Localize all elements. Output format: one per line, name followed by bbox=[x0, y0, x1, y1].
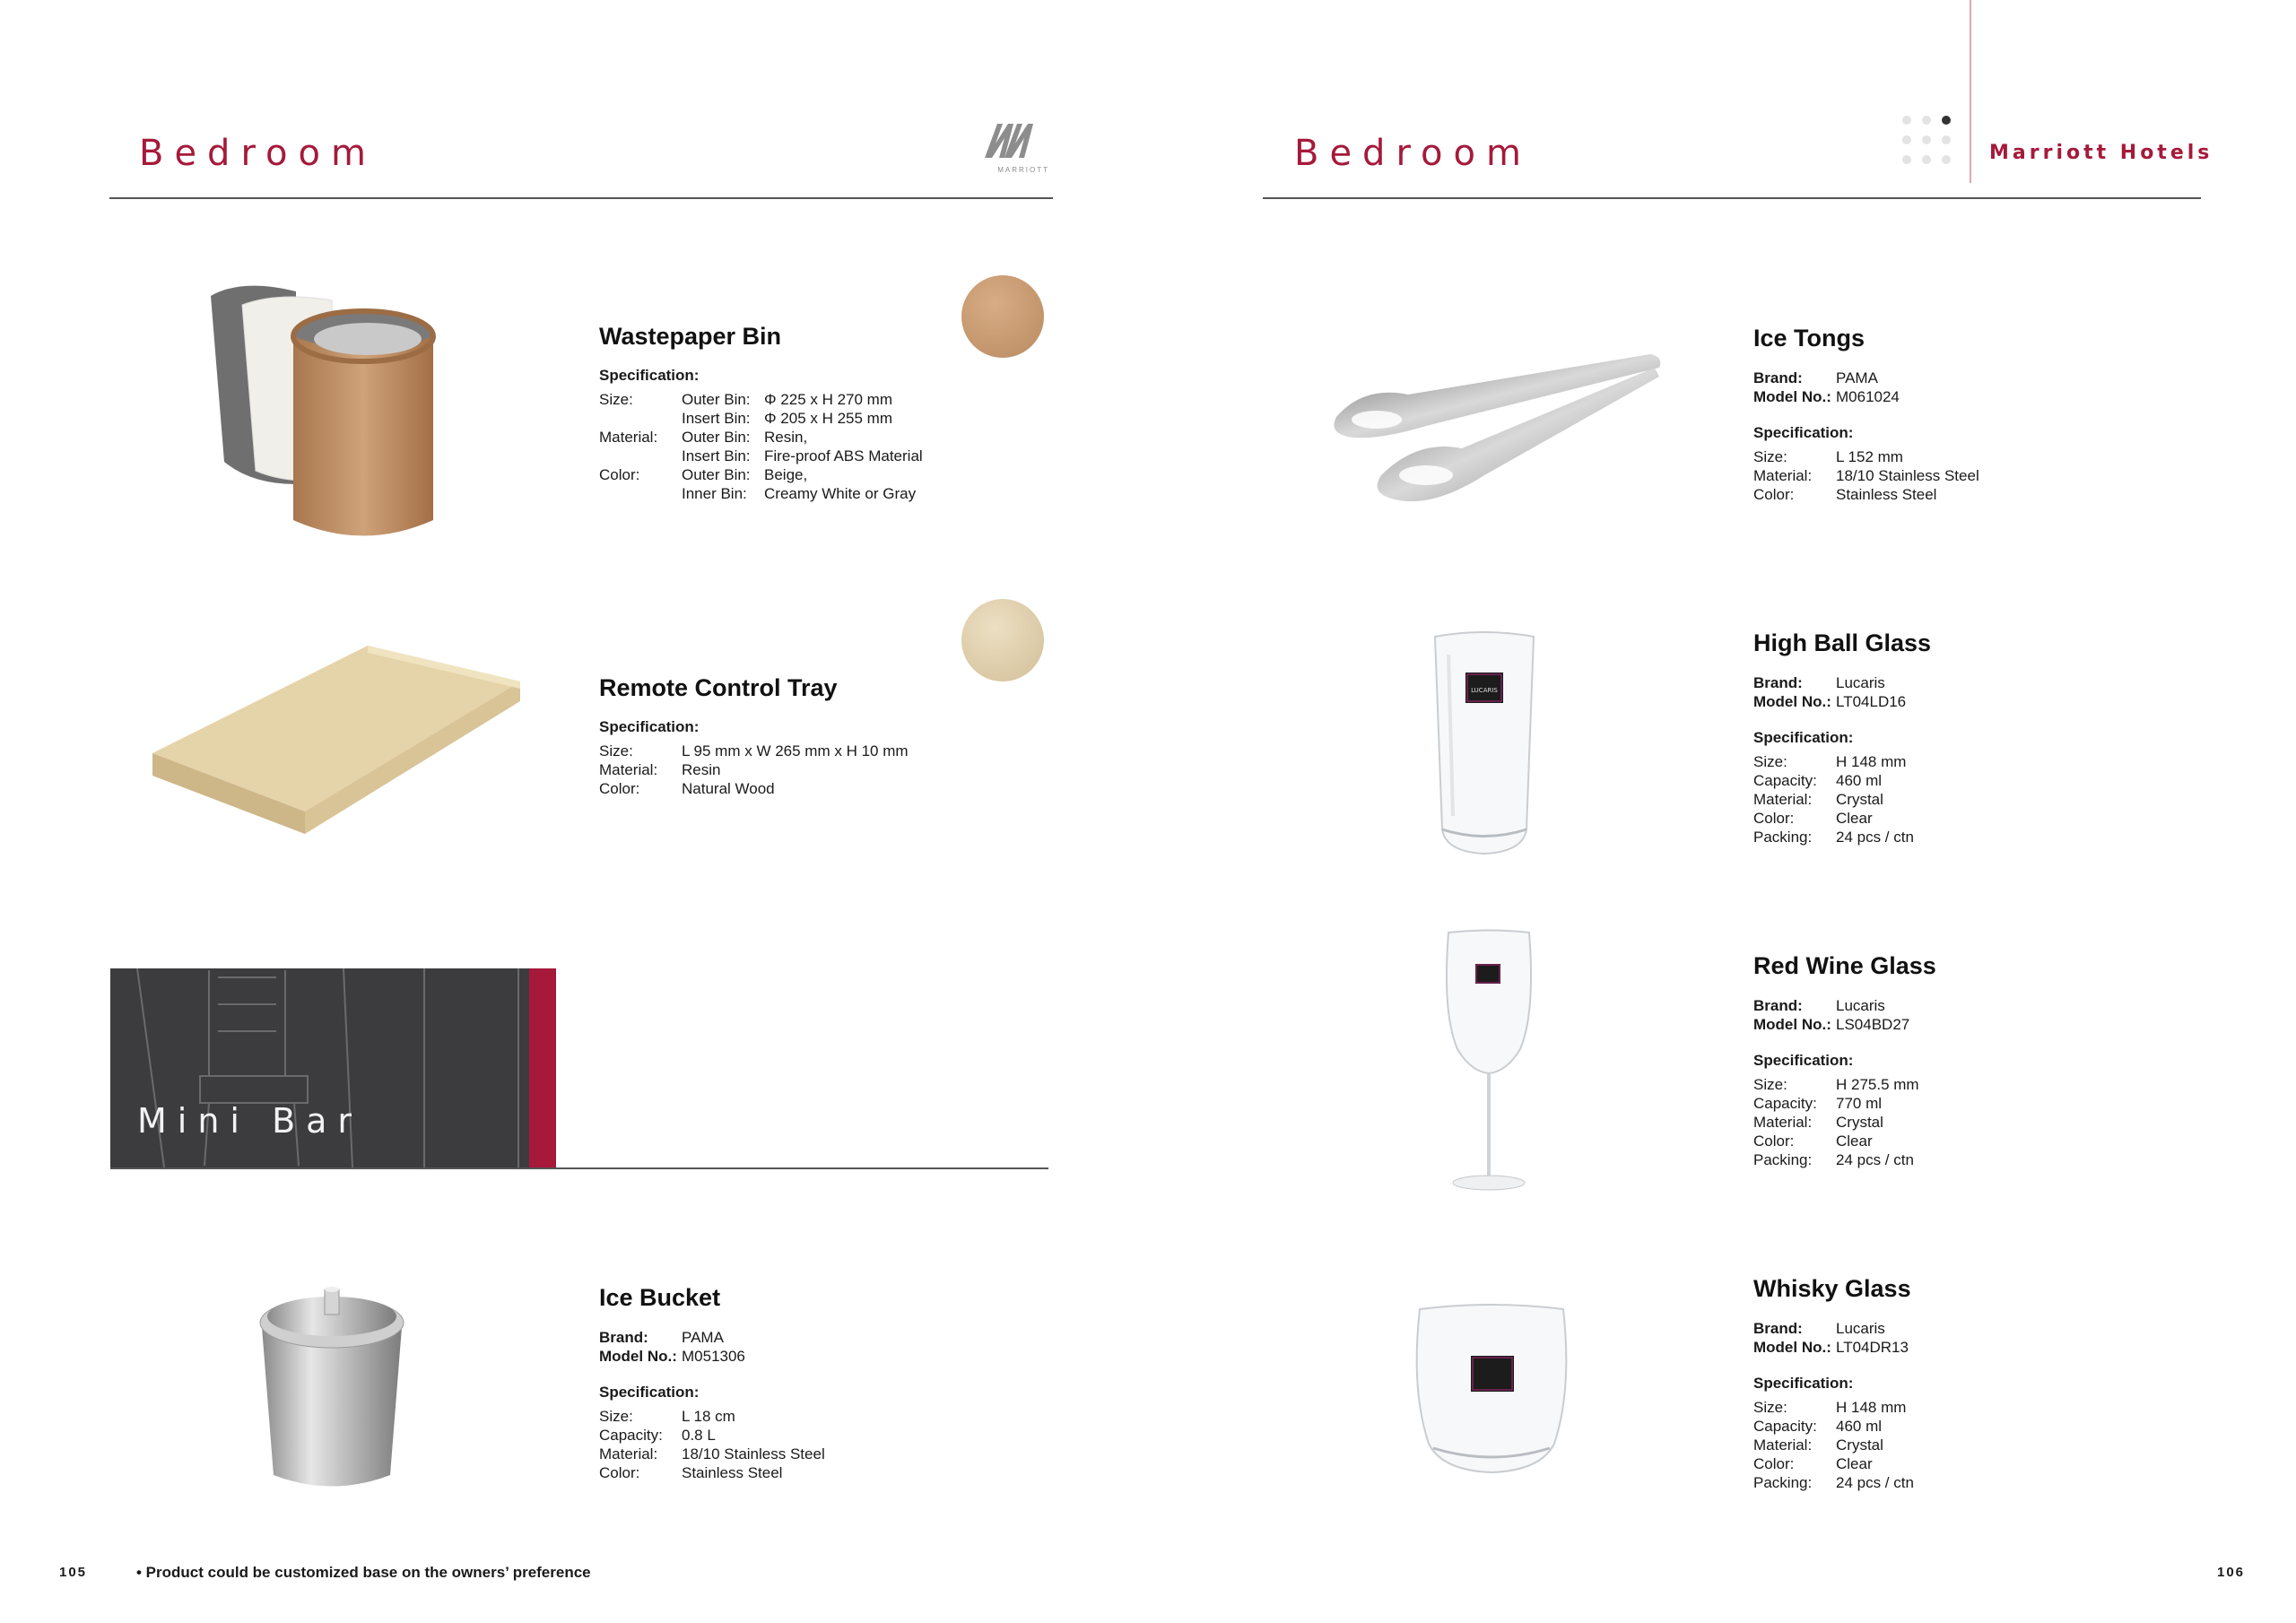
product-name: Remote Control Tray bbox=[599, 674, 838, 701]
product-name: Whisky Glass bbox=[1753, 1275, 1911, 1302]
spec-row bbox=[599, 409, 1101, 428]
spec-label: Size: bbox=[1753, 1399, 1787, 1416]
spec-label: Brand: bbox=[1753, 369, 1803, 386]
spec-label: Material: bbox=[1753, 791, 1813, 808]
spec-value: 770 ml bbox=[1836, 1095, 1883, 1112]
spec-value: PAMA bbox=[1836, 369, 1878, 386]
model-row bbox=[1753, 1338, 2256, 1357]
marriott-logo bbox=[978, 118, 1049, 174]
brand-row bbox=[599, 1328, 1101, 1347]
right-page-number: 106 bbox=[2217, 1565, 2246, 1580]
right-header-rule bbox=[1263, 197, 2201, 199]
spec-label: Brand: bbox=[1753, 674, 1803, 691]
spec-row bbox=[599, 428, 1101, 447]
red-wine-details bbox=[1753, 952, 2256, 1169]
spec-label: Model No.: bbox=[599, 1348, 677, 1365]
remote-tray-details bbox=[599, 674, 1101, 798]
spec-value: Lucaris bbox=[1836, 1320, 1885, 1337]
spec-row bbox=[599, 1445, 1101, 1463]
spec-label: Color: bbox=[1753, 1133, 1795, 1150]
dot-grid-icon bbox=[1901, 113, 1959, 170]
spec-value: 24 pcs / ctn bbox=[1836, 1151, 1914, 1168]
spec-heading: Specification: bbox=[599, 718, 700, 735]
spec-value: 0.8 L bbox=[682, 1427, 716, 1444]
spec-value: H 148 mm bbox=[1836, 753, 1907, 770]
spec-value: Crystal bbox=[1836, 1436, 1883, 1454]
spec-sublabel: Outer Bin: bbox=[682, 466, 751, 483]
brand-row bbox=[1753, 673, 2256, 692]
spec-label: Capacity: bbox=[1753, 1418, 1817, 1435]
spec-row bbox=[599, 779, 1101, 798]
spec-label: Material: bbox=[599, 761, 658, 778]
product-name: Red Wine Glass bbox=[1753, 952, 1936, 979]
product-name: Ice Bucket bbox=[599, 1284, 721, 1311]
spec-value: LT04DR13 bbox=[1836, 1339, 1909, 1356]
ice-tongs-details bbox=[1753, 325, 2256, 504]
spec-value: M051306 bbox=[682, 1348, 745, 1365]
spec-label: Model No.: bbox=[1753, 1016, 1831, 1033]
wastepaper-bin-image bbox=[188, 278, 457, 560]
spec-label: Packing: bbox=[1753, 829, 1813, 846]
spec-row bbox=[599, 465, 1101, 484]
marriott-m-icon bbox=[978, 118, 1049, 161]
right-section-title: Bedroom bbox=[1294, 133, 1532, 174]
ice-tongs-image bbox=[1327, 341, 1677, 525]
spec-row bbox=[1753, 1113, 2256, 1132]
spec-value: 460 ml bbox=[1836, 772, 1883, 789]
spec-value: Clear bbox=[1836, 810, 1873, 827]
spec-row bbox=[1753, 771, 2256, 790]
spec-sublabel: Outer Bin: bbox=[682, 391, 751, 408]
spec-value: Crystal bbox=[1836, 1114, 1883, 1131]
spec-label: Size: bbox=[599, 742, 633, 759]
spec-row bbox=[1753, 1132, 2256, 1150]
spec-heading: Specification: bbox=[1753, 1052, 1854, 1069]
spec-label: Packing: bbox=[1753, 1151, 1813, 1168]
spec-row bbox=[599, 390, 1101, 409]
spec-label: Color: bbox=[599, 1464, 640, 1481]
spec-sublabel: Inner Bin: bbox=[682, 485, 747, 502]
product-name: Ice Tongs bbox=[1753, 325, 1866, 352]
spec-value: L 18 cm bbox=[682, 1408, 735, 1425]
spec-value: 460 ml bbox=[1836, 1418, 1883, 1435]
spec-sublabel: Insert Bin: bbox=[682, 410, 751, 427]
spec-row bbox=[599, 760, 1101, 779]
brand-row bbox=[1753, 369, 2256, 387]
spec-value: Stainless Steel bbox=[1836, 486, 1937, 503]
banner-accent-bar bbox=[529, 968, 556, 1167]
spec-row bbox=[1753, 1398, 2256, 1417]
glass-logo-text: LUCARIS bbox=[1471, 687, 1498, 694]
spec-value: Clear bbox=[1836, 1455, 1873, 1472]
brand-row bbox=[1753, 1319, 2256, 1338]
product-name: High Ball Glass bbox=[1753, 629, 1932, 656]
spec-row bbox=[599, 447, 1101, 465]
spec-row bbox=[1753, 1473, 2256, 1492]
spec-value: Φ 225 x H 270 mm bbox=[764, 391, 893, 408]
spec-value: 24 pcs / ctn bbox=[1836, 1474, 1914, 1491]
spec-row bbox=[1753, 752, 2256, 771]
spec-label: Material: bbox=[1753, 1436, 1813, 1454]
spec-value: LT04LD16 bbox=[1836, 693, 1907, 710]
spec-label: Size: bbox=[1753, 753, 1787, 770]
spec-value: PAMA bbox=[682, 1329, 724, 1346]
spec-label: Material: bbox=[599, 429, 658, 446]
spec-value: L 95 mm x W 265 mm x H 10 mm bbox=[682, 742, 909, 759]
spec-value: Φ 205 x H 255 mm bbox=[764, 410, 893, 427]
spec-sublabel: Outer Bin: bbox=[682, 429, 751, 446]
spec-value: 18/10 Stainless Steel bbox=[1836, 467, 1979, 484]
wood-swatch-dark bbox=[961, 275, 1044, 358]
spec-label: Size: bbox=[599, 1408, 633, 1425]
spec-row bbox=[1753, 1150, 2256, 1169]
banner-title: Mini Bar bbox=[137, 1101, 363, 1141]
model-row bbox=[1753, 1015, 2256, 1034]
spec-label: Size: bbox=[1753, 448, 1787, 465]
spec-label: Model No.: bbox=[1753, 693, 1831, 710]
wood-swatch-light bbox=[961, 599, 1044, 681]
spec-row bbox=[1753, 809, 2256, 828]
spec-value: Lucaris bbox=[1836, 674, 1885, 691]
spec-value: Resin bbox=[682, 761, 721, 778]
spec-label: Brand: bbox=[1753, 997, 1803, 1014]
spec-label: Model No.: bbox=[1753, 388, 1831, 405]
spec-heading: Specification: bbox=[1753, 1375, 1854, 1392]
spec-label: Model No.: bbox=[1753, 1339, 1831, 1356]
spec-value: Stainless Steel bbox=[682, 1464, 783, 1481]
spec-heading: Specification: bbox=[1753, 729, 1854, 746]
spec-value: Fire-proof ABS Material bbox=[764, 447, 923, 464]
remote-tray-image bbox=[148, 628, 525, 847]
spec-row bbox=[599, 742, 1101, 760]
spec-label: Size: bbox=[599, 391, 633, 408]
spec-row bbox=[1753, 1075, 2256, 1094]
spec-row bbox=[1753, 790, 2256, 809]
high-ball-glass-image bbox=[1417, 628, 1552, 865]
spec-label: Color: bbox=[1753, 486, 1795, 503]
mini-bar-rule bbox=[110, 1167, 1048, 1169]
spec-row bbox=[1753, 1094, 2256, 1113]
spec-row bbox=[599, 484, 1101, 503]
spec-value: Lucaris bbox=[1836, 997, 1885, 1014]
product-name: Wastepaper Bin bbox=[599, 323, 782, 350]
ice-bucket-details bbox=[599, 1284, 1101, 1482]
mini-bar-banner bbox=[110, 968, 529, 1167]
spec-label: Brand: bbox=[1753, 1320, 1803, 1337]
model-row bbox=[1753, 387, 2256, 406]
spec-value: Clear bbox=[1836, 1133, 1873, 1150]
left-header-rule bbox=[109, 197, 1053, 199]
spec-value: M061024 bbox=[1836, 388, 1900, 405]
spec-label: Color: bbox=[599, 780, 640, 797]
spec-row bbox=[1753, 1436, 2256, 1454]
spec-row bbox=[1753, 1454, 2256, 1473]
spec-label: Brand: bbox=[599, 1329, 648, 1346]
spec-sublabel: Insert Bin: bbox=[682, 447, 751, 464]
left-page-number: 105 bbox=[59, 1565, 88, 1580]
spec-value: Resin, bbox=[764, 429, 808, 446]
left-section-title: Bedroom bbox=[139, 133, 377, 174]
whisky-glass-image bbox=[1406, 1300, 1577, 1484]
high-ball-details bbox=[1753, 629, 2256, 846]
spec-value: 18/10 Stainless Steel bbox=[682, 1445, 825, 1462]
spec-label: Color: bbox=[599, 466, 640, 483]
spec-row bbox=[1753, 485, 2256, 504]
spec-label: Material: bbox=[1753, 1114, 1813, 1131]
spec-label: Size: bbox=[1753, 1076, 1787, 1093]
spec-label: Material: bbox=[1753, 467, 1813, 484]
model-row bbox=[599, 1347, 1101, 1366]
spec-label: Color: bbox=[1753, 1455, 1795, 1472]
spec-value: LS04BD27 bbox=[1836, 1016, 1910, 1033]
spec-label: Capacity: bbox=[599, 1427, 663, 1444]
brand-name: Marriott Hotels bbox=[1989, 142, 2213, 164]
spec-label: Packing: bbox=[1753, 1474, 1813, 1491]
spec-value: Natural Wood bbox=[682, 780, 775, 797]
spec-row bbox=[1753, 466, 2256, 485]
footnote: • Product could be customized base on the owners’ preference bbox=[136, 1564, 591, 1581]
spec-row bbox=[599, 1463, 1101, 1482]
spec-heading: Specification: bbox=[599, 1384, 700, 1401]
spec-label: Color: bbox=[1753, 810, 1795, 827]
spec-value: Crystal bbox=[1836, 791, 1883, 808]
spec-heading: Specification: bbox=[1753, 424, 1854, 441]
model-row bbox=[1753, 692, 2256, 711]
whisky-details bbox=[1753, 1275, 2256, 1492]
spec-row bbox=[599, 1407, 1101, 1426]
spec-heading: Specification: bbox=[599, 367, 700, 384]
marriott-logo-text: MARRIOTT bbox=[997, 166, 1049, 174]
spec-label: Capacity: bbox=[1753, 1095, 1817, 1112]
ice-bucket-image bbox=[251, 1282, 413, 1502]
spec-row bbox=[1753, 828, 2256, 846]
spec-value: Beige, bbox=[764, 466, 808, 483]
spec-row bbox=[1753, 447, 2256, 466]
brand-divider bbox=[1970, 0, 1971, 183]
spec-label: Material: bbox=[599, 1445, 658, 1462]
spec-label: Capacity: bbox=[1753, 772, 1817, 789]
brand-row bbox=[1753, 996, 2256, 1015]
red-wine-glass-image bbox=[1435, 928, 1543, 1202]
spec-value: H 275.5 mm bbox=[1836, 1076, 1919, 1093]
spec-value: L 152 mm bbox=[1836, 448, 1903, 465]
spec-row bbox=[599, 1426, 1101, 1445]
spec-row bbox=[1753, 1417, 2256, 1436]
spec-value: H 148 mm bbox=[1836, 1399, 1907, 1416]
spec-value: Creamy White or Gray bbox=[764, 485, 917, 502]
spec-value: 24 pcs / ctn bbox=[1836, 829, 1914, 846]
